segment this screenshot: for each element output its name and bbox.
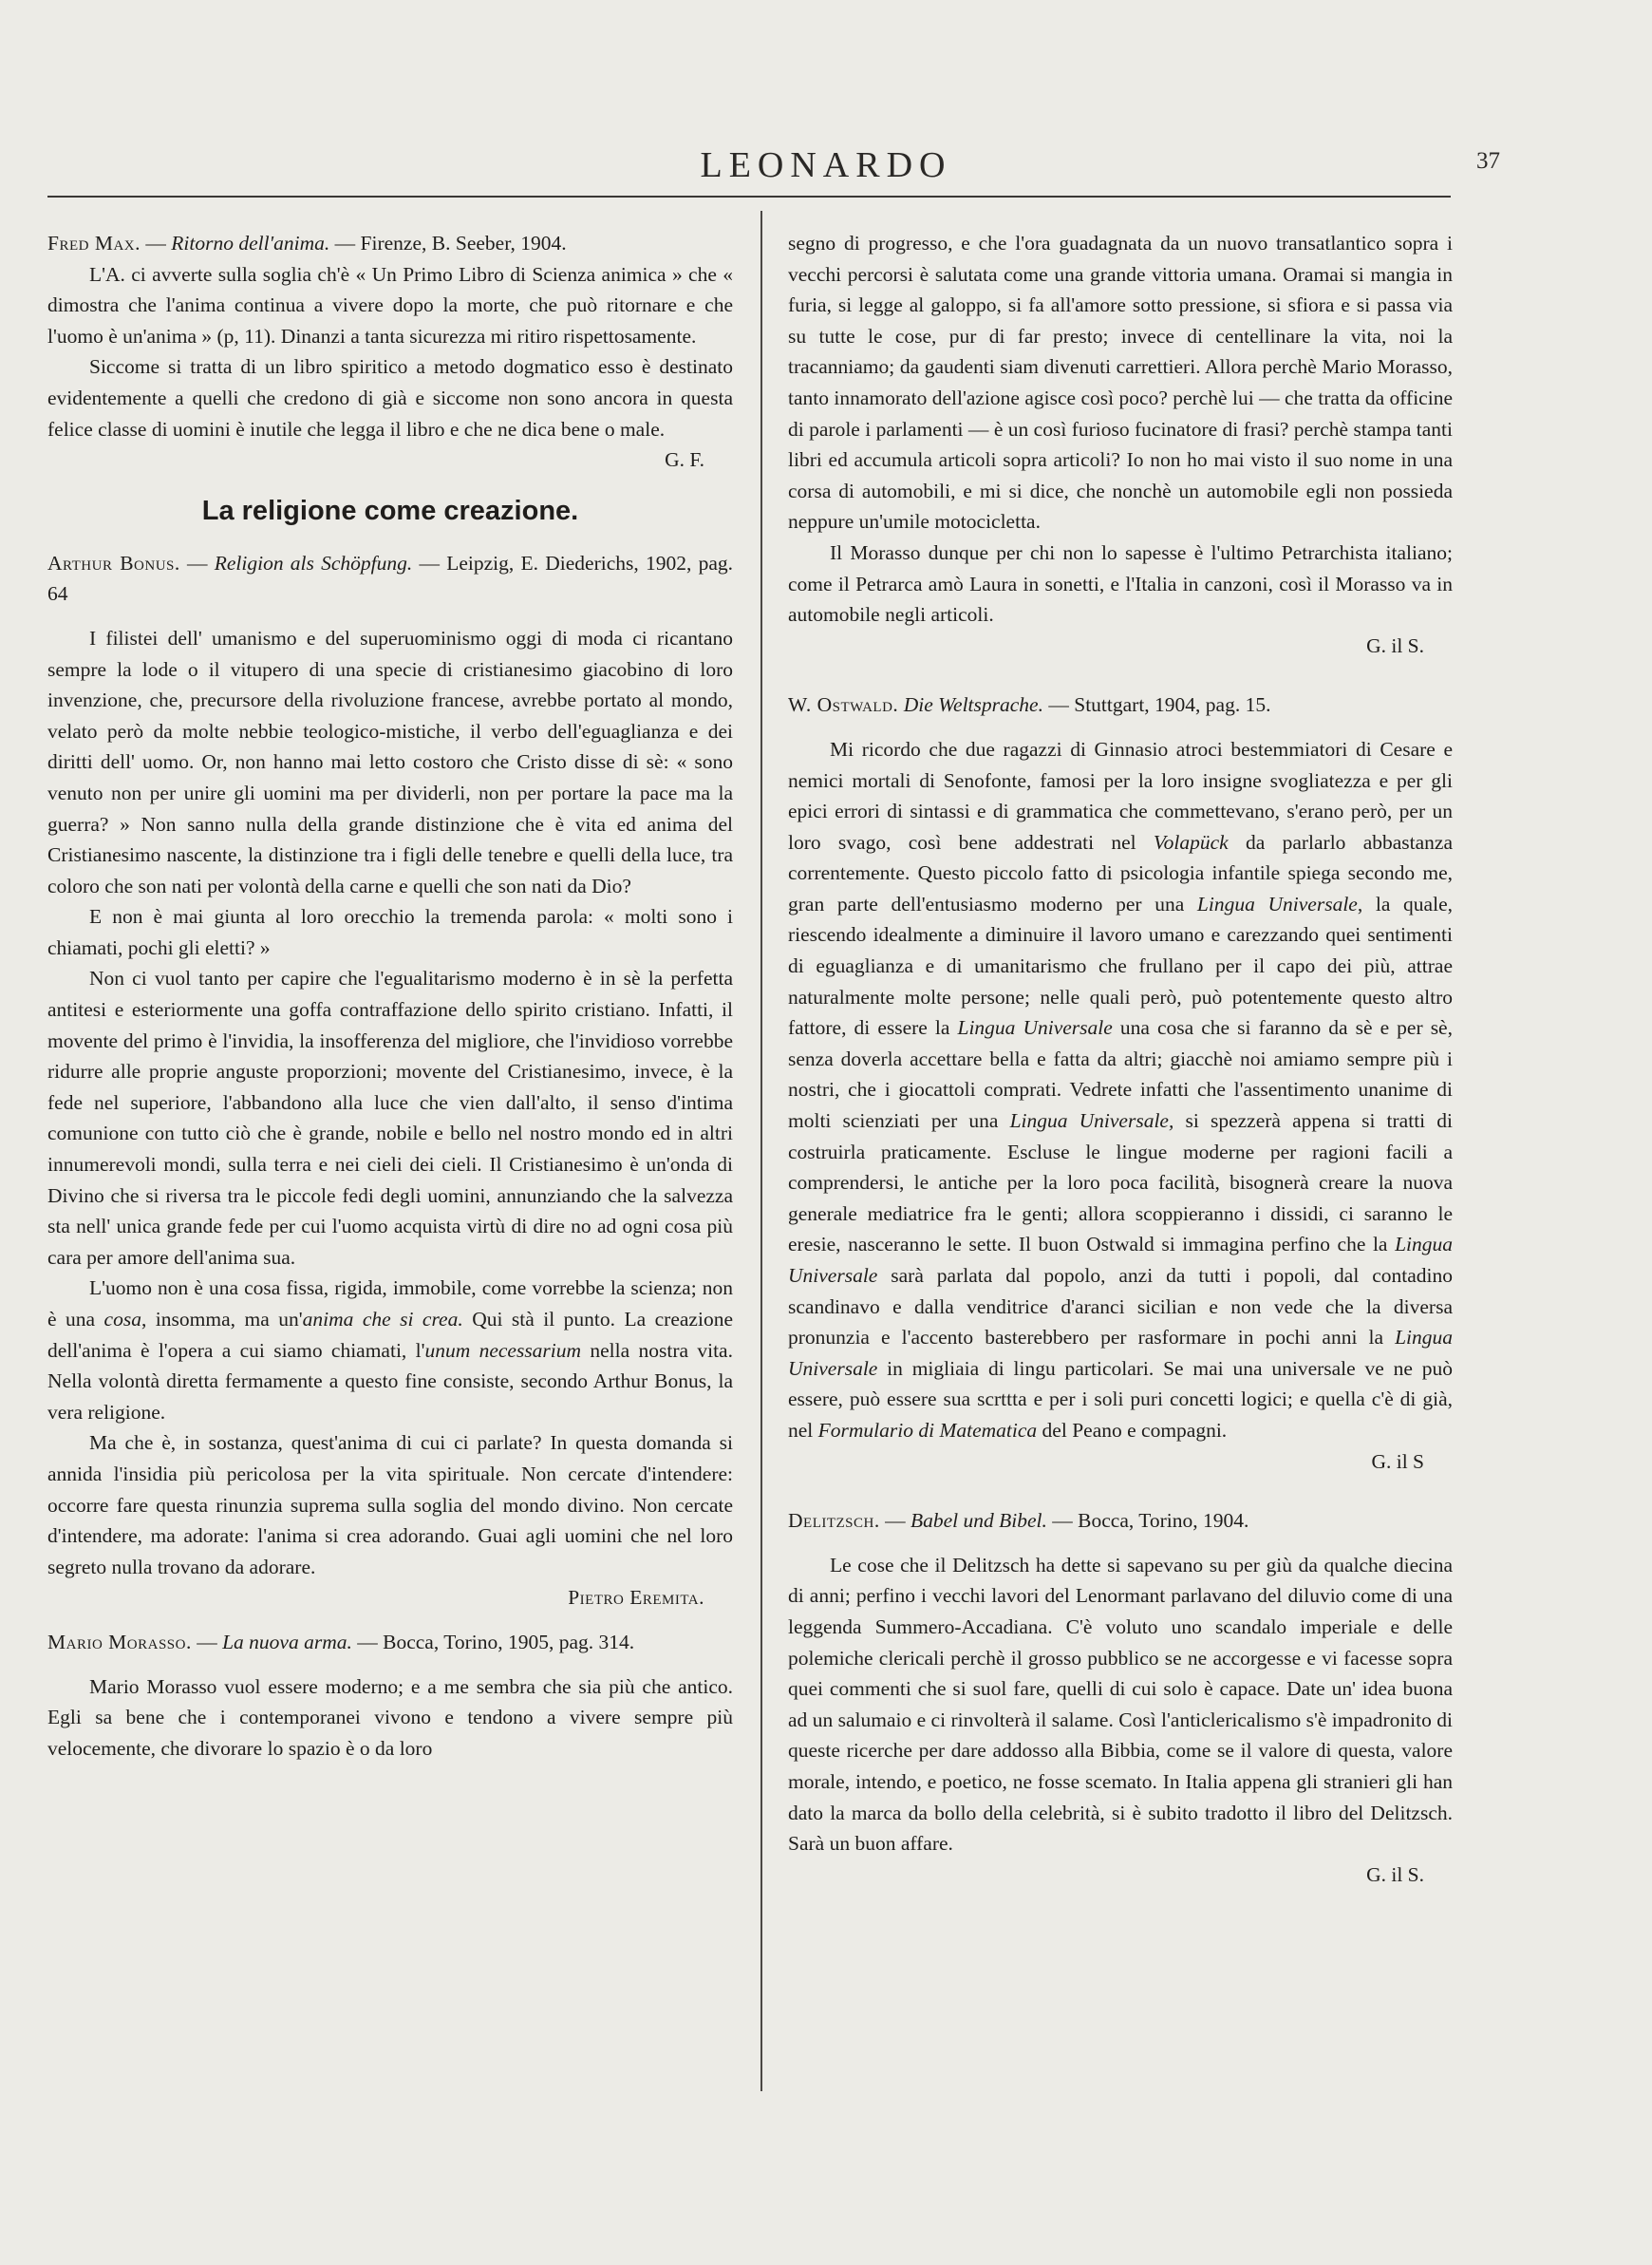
review-citation-bonus: Arthur Bonus. — Religion als Schöpfung. — Leipzig, E. Diederichs, 1902, pag. 64 (47, 551, 733, 606)
review-paragraph: L'A. ci avverte sulla soglia ch'è « Un Primo Libro di Scienza animica » che « dimostra che l'anima continua a vivere dopo la morte, che può ritornare e che l'uomo è un'anima » (p, 11). Dinanzi a tanta sicurezza mi ritiro rispettosamente. (47, 262, 733, 348)
review-book-title: Babel und Bibel. (910, 1509, 1047, 1533)
review-paragraph-continued: segno di progresso, e che l'ora guadagnata da un nuovo transatlantico sopra i vecchi percorsi è salutata come una grande vittoria umana. Oramai si mangia in furia, si legge al galoppo, si fa all'amore sotto pressione, si sfiora e si passa via su tutte le cose, pur di far presto; invece di centellinare la vita, noi la tracanniamo; da gaudenti siam divenuti carrettieri. Allora perchè Mario Morasso, tanto innamorato dell'azione agisce così poco? perchè lui — che tratta da officine di parole i parlamenti — è un così furioso fucinatore di frasi? perchè stampa tanti libri ed accumula articoli sopra articoli? Io non ho mai visto il suo nome in una corsa di automobili, e mi si dice, che nonchè un automobile egli non possieda neppure un'umile motocicletta. (788, 232, 1453, 534)
review-signature: G. il S. (1366, 633, 1424, 657)
review-citation-delitzsch: Delitzsch. — Babel und Bibel. — Bocca, Torino, 1904. (788, 1509, 1249, 1533)
review-author: W. Ostwald. (788, 693, 899, 717)
review-paragraph: Mi ricordo che due ragazzi di Ginnasio atroci bestemmiatori di Cesare e nemici mortali di Senofonte, famosi per la loro insigne svogliatezza e per gli epici errori di sintassi e di grammatica che commettevano, s'erano però, per un loro svago, così bene addestrati nel Volapück da parlarlo abbastanza correntemente. Questo piccolo fatto di psicologia infantile spiega secondo me, gran parte dell'entusiasmo moderno per una Lingua Universale, la quale, riescendo idealmente a diminuire il lavoro umano e carezzando quei sentimenti di eguaglianza e di umanitarismo che frullano per il capo dei più, attrae naturalmente molte persone; nelle quali però, può potentemente questo altro fattore, di essere la Lingua Universale una cosa che si faranno da sè e per sè, senza doverla accettare bella e fatta da altri; giacchè noi amiamo sempre più i nostri, che i giocattoli comprati. Vedrete infatti che l'assentimento unanime di molti scienziati per una Lingua Universale, si spezzerà appena si tratti di costruirla praticamente. Escluse le lingue moderne per ragioni facili a comprendersi, le antiche per la loro poca facilità, bisognerà creare la nuova generale mediatrice fra le genti; allora scoppieranno i dissidi, ci saranno le eresie, nasceranno le sette. Il buon Ostwald si immagina perfino che la Lingua Universale sarà parlata dal popolo, anzi da tutti i popoli, dal contadino scandinavo e dalla venditrice d'aranci sicilian e non vede che la diversa pronunzia e l'accento basterebbero per rasformare in pochi anni la Lingua Universale in migliaia di lingu particolari. Se mai una universale ve ne può essere, può essere sua scrttta e per i soli puri concetti logici; e quella c'è di già, nel Formulario di Matematica del Peano e compagni. (788, 737, 1454, 1442)
section-title: La religione come creazione. (201, 495, 579, 526)
review-citation-max: Fred Max. — Ritorno dell'anima. — Firenze, B. Seeber, 1904. (47, 232, 567, 255)
review-publisher: — Bocca, Torino, 1905, pag. 314. (351, 1630, 635, 1653)
header-rule (47, 196, 1451, 198)
right-column (788, 228, 1453, 1890)
left-column (47, 228, 733, 1764)
review-book-title: Ritorno dell'anima. (171, 232, 330, 255)
review-paragraph: I filistei dell' umanismo e del superuominismo oggi di moda ci ricantano sempre la lode o il vitupero di una specie di cristianesimo giacobino di loro invenzione, che, precursore della rivoluzione francese, avrebbe portato al mondo, velato però da molte nebbie teologico-mistiche, il verbo dell'eguaglianza e dei diritti dell' uomo. Or, non hanno mai letto costoro che Cristo disse di sè: « sono venuto non per unire gli uomini ma per dividerli, non per portare la pace ma la guerra? » Non sanno nulla della grande distinzione che è vita ed anima del Cristianesimo nascente, la distinzione tra i figli delle tenebre e quelli della luce, tra coloro che son nati per volontà della carne e quelli che son nati da Dio? (47, 626, 733, 897)
review-paragraph: Ma che è, in sostanza, quest'anima di cui ci parlate? In questa domanda si annida l'insidia più pericolosa per la vita spirituale. Non cercate d'intendere: occorre fare questa rinunzia suprema sulla soglia del mondo divino. Non cercate d'intendere, ma adorate: l'anima si crea adorando. Guai agli uomini che nel loro segreto nulla trovano da adorare. (47, 1431, 733, 1578)
review-author: Delitzsch. (788, 1509, 880, 1533)
review-book-title: Die Weltsprache. (903, 693, 1043, 717)
review-signature: G. F. (665, 448, 704, 472)
review-paragraph: Le cose che il Delitzsch ha dette si sapevano su per giù da qualche diecina di anni; perfino i vecchi lavori del Lenormant parlavano del diluvio come di una leggenda Summero-Accadiana. C'è voluto uno scandalo imperiale e delle polemiche clericali perchè il grosso pubblico se ne accorgesse e vi facesse sopra quei commenti che si suol fare, quelli di cui solo è capace. Date un' idea buona ad un salumaio e ci rinvolterà il salame. Così l'anticlericalismo s'è impadronito di queste ricerche per dare addosso alla Bibbia, come se il valore di questa, valore morale, intendo, e poetico, ne fosse scemato. In Italia appena gli stranieri gli han dato la marca da bollo della celebrità, si è subito tradotto il libro del Delitzsch. Sarà un buon affare. (788, 1553, 1453, 1856)
review-signature: G. il S. (1366, 1862, 1424, 1886)
review-publisher: — Bocca, Torino, 1904. (1046, 1509, 1249, 1533)
review-citation-morasso: Mario Morasso. — La nuova arma. — Bocca, Torino, 1905, pag. 314. (47, 1630, 635, 1653)
review-signature: G. il S (1371, 1449, 1424, 1473)
page-number: 37 (1476, 148, 1500, 174)
review-publisher: — Firenze, B. Seeber, 1904. (329, 232, 567, 255)
review-paragraph: Siccome si tratta di un libro spiritico a metodo dogmatico esso è destinato evidentemente a quelli che credono di già e siccome non sono ancora in questa felice classe di uomini è inutile che legga il libro e che ne dica bene o male. (47, 355, 733, 441)
review-paragraph: Non ci vuol tanto per capire che l'egualitarismo moderno è in sè la perfetta antitesi e esteriormente una goffa contraffazione dello spirito cristiano. Infatti, il movente del primo è l'invidia, la insofferenza del migliore, che l'invidioso vorrebbe ridurre alle proprie anguste proporzioni; movente del Cristianesimo, invece, è la fede nel superiore, l'abbandono alla luce che vien dall'alto, il senso d'intima comunione con tutto ciò che è grande, nobile e bello nel nostro mondo ed in altri innumerevoli mondi, sulla terra e nei cieli dei cieli. Il Cristianesimo è un'onda di Divino che si riversa tra le piccole fedi degli uomini, annunziando che la salvezza sta nell' unica grande fede per cui l'uomo acquista virtù di dire no ad ogni cosa più cara per amore dell'anima sua. (47, 967, 733, 1269)
review-paragraph: Il Morasso dunque per chi non lo sapesse è l'ultimo Petrarchista italiano; come il Petrarca amò Laura in sonetti, e l'Italia in canzoni, così il Morasso va in automobile negli articoli. (788, 540, 1453, 627)
column-divider (760, 211, 762, 2091)
review-citation-ostwald (788, 689, 1453, 721)
review-paragraph: L'uomo non è una cosa fissa, rigida, immobile, come vorrebbe la scienza; non è una cosa, insomma, ma un'anima che si crea. Qui stà il punto. La creazione dell'anima è l'opera a cui siamo chiamati, l'unum necessarium nella nostra vita. Nella volontà diretta fermamente a questo fine consiste, secondo Arthur Bonus, la vera religione. (47, 1276, 733, 1424)
running-title: LEONARDO (700, 145, 952, 185)
review-author: Mario Morasso. (47, 1630, 192, 1653)
review-signature: Pietro Eremita. (568, 1586, 704, 1610)
review-publisher: — Stuttgart, 1904, pag. 15. (1042, 693, 1271, 717)
review-book-title: Religion als Schöpfung. (214, 551, 413, 575)
review-paragraph: Mario Morasso vuol essere moderno; e a me sembra che sia più che antico. Egli sa bene che i contemporanei vivono e tendono a vivere sempre più velocemente, che divorare lo spazio è o da loro (47, 1674, 733, 1760)
review-author: Fred Max. (47, 232, 141, 255)
review-book-title: La nuova arma. (222, 1630, 352, 1653)
review-publisher: — Leipzig, E. Diederichs, 1902, pag. 64 (47, 551, 733, 606)
review-paragraph: E non è mai giunta al loro orecchio la tremenda parola: « molti sono i chiamati, pochi gli eletti? » (47, 905, 733, 959)
review-author: Arthur Bonus. (47, 551, 180, 575)
